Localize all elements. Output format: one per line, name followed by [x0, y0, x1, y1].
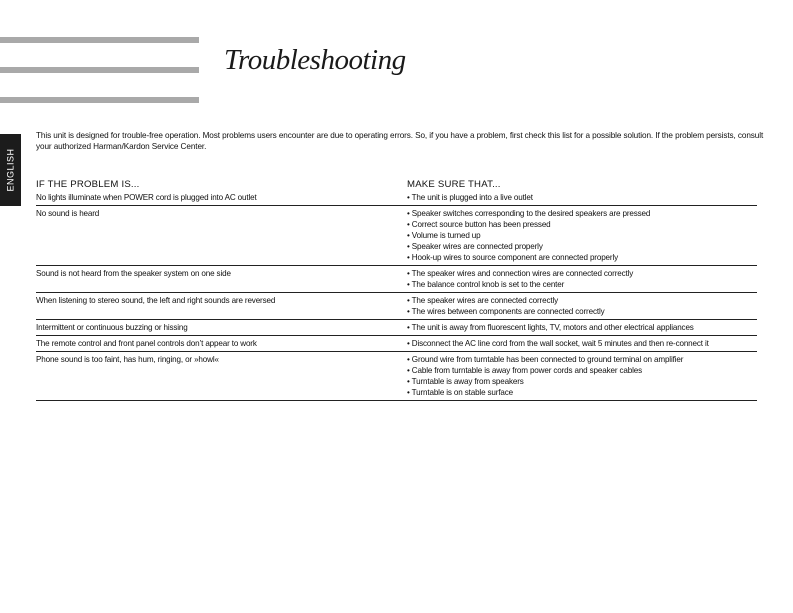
language-tab-label: ENGLISH — [5, 148, 16, 192]
header-rule-middle — [0, 67, 199, 73]
table-row — [36, 351, 757, 401]
solution-item: • Disconnect the AC line cord from the wall socket, wait 5 minutes and then re-connect it — [407, 338, 757, 349]
language-tab — [0, 134, 21, 206]
solution-item: • Speaker wires are connected properly — [407, 241, 757, 252]
table-row — [36, 190, 757, 205]
solution-item: • Speaker switches corresponding to the desired speakers are pressed — [407, 208, 757, 219]
solution-item: • The speaker wires are connected correctly — [407, 295, 757, 306]
table-row — [36, 205, 757, 265]
table-row — [36, 292, 757, 319]
page-title: Troubleshooting — [224, 44, 406, 76]
solution-item: • Correct source button has been pressed — [407, 219, 757, 230]
intro-paragraph: This unit is designed for trouble-free operation. Most problems users encounter are due to operating errors. So, if you have a problem, first check this list for a possible solution. If the problem persists, consult your authorized Harman/Kardon Service Center. — [36, 131, 764, 151]
solution-cell — [407, 192, 757, 203]
solution-item: • The balance control knob is set to the center — [407, 279, 757, 290]
table-row — [36, 335, 757, 351]
solution-cell — [407, 208, 757, 263]
solution-cell — [407, 295, 757, 317]
solution-item: • The unit is away from fluorescent lights, TV, motors and other electrical appliances — [407, 322, 757, 333]
problem-cell: The remote control and front panel controls don’t appear to work — [36, 339, 257, 348]
table-row — [36, 319, 757, 335]
solution-item: • Turntable is on stable surface — [407, 387, 757, 398]
problem-cell: Phone sound is too faint, has hum, ringing, or »howl« — [36, 355, 219, 364]
solution-item: • Hook-up wires to source component are connected properly — [407, 252, 757, 263]
problem-cell: Intermittent or continuous buzzing or hissing — [36, 323, 188, 332]
header-fix: MAKE SURE THAT... — [407, 179, 501, 190]
table-body — [36, 190, 757, 401]
problem-cell: Sound is not heard from the speaker system on one side — [36, 269, 231, 278]
header-rule-top — [0, 37, 199, 43]
solution-item: • Ground wire from turntable has been connected to ground terminal on amplifier — [407, 354, 757, 365]
table-row — [36, 265, 757, 292]
header-rule-bottom — [0, 97, 199, 103]
troubleshooting-table — [36, 176, 757, 401]
solution-item: • Volume is turned up — [407, 230, 757, 241]
solution-cell — [407, 354, 757, 398]
solution-item: • The wires between components are connected correctly — [407, 306, 757, 317]
problem-cell: No sound is heard — [36, 209, 100, 218]
table-header — [36, 176, 757, 190]
solution-item: • The speaker wires and connection wires are connected correctly — [407, 268, 757, 279]
solution-item: • Turntable is away from speakers — [407, 376, 757, 387]
problem-cell: When listening to stereo sound, the left and right sounds are reversed — [36, 296, 276, 305]
solution-cell — [407, 322, 757, 333]
solution-cell — [407, 338, 757, 349]
solution-cell — [407, 268, 757, 290]
solution-item: • The unit is plugged into a live outlet — [407, 192, 757, 203]
problem-cell: No lights illuminate when POWER cord is plugged into AC outlet — [36, 193, 257, 202]
solution-item: • Cable from turntable is away from power cords and speaker cables — [407, 365, 757, 376]
header-problem: IF THE PROBLEM IS... — [36, 179, 140, 190]
